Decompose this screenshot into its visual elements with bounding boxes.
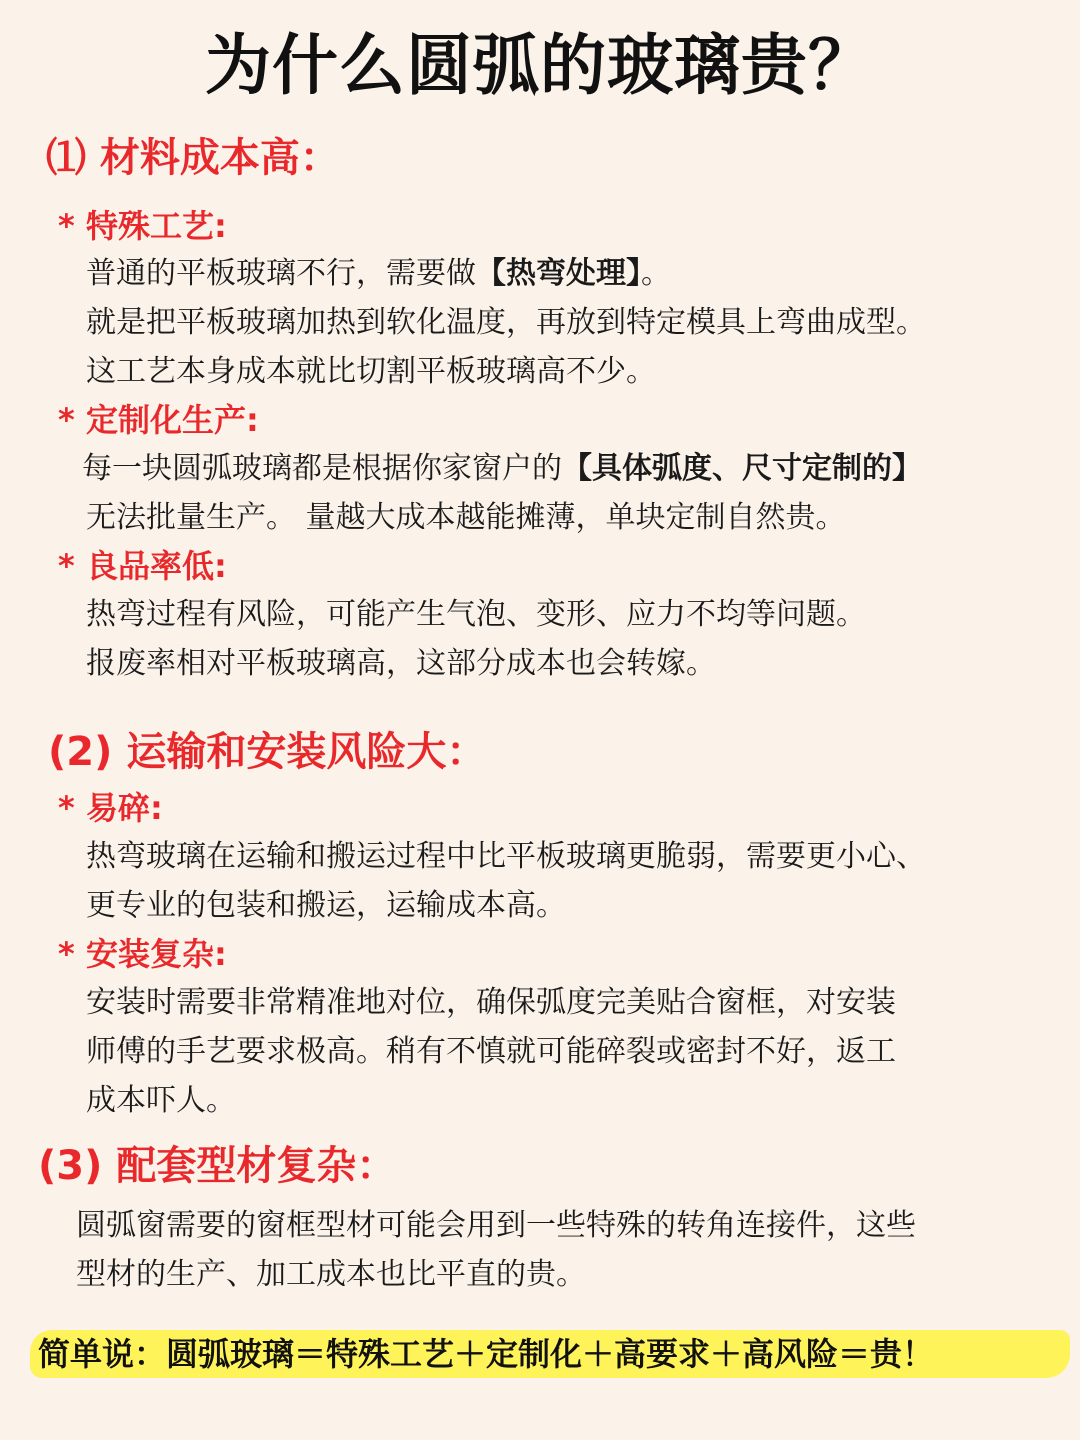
asterisk-icon: *: [58, 207, 75, 245]
sub-heading-label: 特殊工艺:: [86, 207, 227, 245]
body-line: 成本吓人。: [86, 1083, 236, 1118]
sub-heading-label: 安装复杂:: [86, 935, 227, 973]
section-heading-profiles: (3) 配套型材复杂：: [38, 1143, 397, 1189]
body-line: 普通的平板玻璃不行，需要做【热弯处理】。: [86, 256, 671, 291]
sub-heading-special-process: [58, 204, 227, 248]
body-line: 热弯过程有风险，可能产生气泡、变形、应力不均等问题。: [86, 597, 866, 632]
body-line: 圆弧窗需要的窗框型材可能会用到一些特殊的转角连接件，这些: [76, 1208, 916, 1243]
asterisk-icon: *: [58, 935, 75, 973]
section-heading-transport-risk: (2) 运输和安装风险大：: [48, 729, 487, 775]
sub-heading-label: 易碎:: [86, 789, 163, 827]
body-line: 无法批量生产。 量越大成本越能摊薄，单块定制自然贵。: [86, 500, 846, 535]
body-line: 安装时需要非常精准地对位，确保弧度完美贴合窗框，对安装: [86, 985, 896, 1020]
sub-heading-complex-install: [58, 932, 227, 976]
page-title: 为什么圆弧的玻璃贵？: [205, 27, 875, 104]
body-line: 热弯玻璃在运输和搬运过程中比平板玻璃更脆弱，需要更小心、: [86, 839, 926, 874]
asterisk-icon: *: [58, 401, 75, 439]
body-line: 这工艺本身成本就比切割平板玻璃高不少。: [86, 354, 656, 389]
body-line: 报废率相对平板玻璃高，这部分成本也会转嫁。: [86, 646, 716, 681]
summary-text: 简单说：圆弧玻璃＝特殊工艺＋定制化＋高要求＋高风险＝贵！: [38, 1335, 935, 1373]
body-line: 更专业的包装和搬运，运输成本高。: [86, 888, 566, 923]
sub-heading-fragile: [58, 786, 163, 830]
body-line: 型材的生产、加工成本也比平直的贵。: [76, 1257, 586, 1292]
sub-heading-label: 良品率低:: [86, 547, 227, 585]
body-line: 就是把平板玻璃加热到软化温度，再放到特定模具上弯曲成型。: [86, 305, 926, 340]
asterisk-icon: *: [58, 789, 75, 827]
body-line: 每一块圆弧玻璃都是根据你家窗户的【具体弧度、尺寸定制的】: [82, 451, 922, 486]
sub-heading-low-yield: [58, 544, 227, 588]
sub-heading-customization: [58, 398, 259, 442]
body-line: 师傅的手艺要求极高。稍有不慎就可能碎裂或密封不好，返工: [86, 1034, 896, 1069]
section-heading-material-cost: ⑴ 材料成本高：: [46, 135, 340, 181]
asterisk-icon: *: [58, 547, 75, 585]
sub-heading-label: 定制化生产:: [86, 401, 259, 439]
